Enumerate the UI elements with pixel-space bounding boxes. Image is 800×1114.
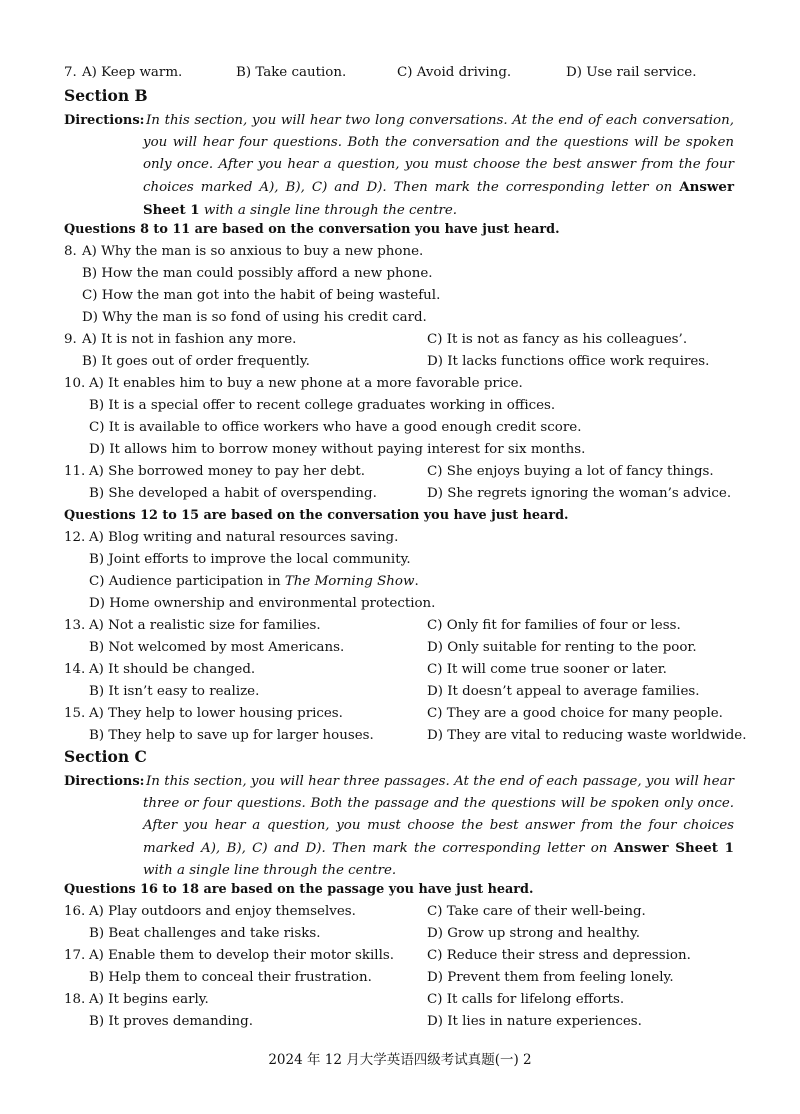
question-18-option-b: B) It proves demanding. bbox=[89, 1014, 254, 1029]
question-18-option-c: C) It calls for lifelong efforts. bbox=[427, 992, 625, 1007]
question-11-option-a: A) She borrowed money to pay her debt. bbox=[89, 464, 365, 479]
question-16-number: 16. bbox=[64, 904, 86, 919]
question-13-option-c: C) Only fit for families of four or less. bbox=[427, 618, 681, 633]
question-9-option-b: B) It goes out of order frequently. bbox=[82, 354, 310, 369]
question-9-option-c: C) It is not as fancy as his colleagues’. bbox=[427, 332, 688, 347]
section-c-directions bbox=[143, 771, 734, 882]
question-12-option-a: A) Blog writing and natural resources saving. bbox=[89, 530, 399, 545]
question-12-option-c-period: . bbox=[414, 574, 419, 589]
question-15-option-d: D) They are vital to reducing waste worldwide. bbox=[427, 728, 747, 743]
question-16-option-a: A) Play outdoors and enjoy themselves. bbox=[89, 904, 356, 919]
question-14-option-b: B) It isn’t easy to realize. bbox=[89, 684, 260, 699]
question-15-option-a: A) They help to lower housing prices. bbox=[89, 706, 343, 721]
question-9-option-d: D) It lacks functions office work requires. bbox=[427, 354, 710, 369]
question-18-option-a: A) It begins early. bbox=[89, 992, 209, 1007]
question-10-option-b: B) It is a special offer to recent college graduates working in offices. bbox=[89, 398, 556, 413]
question-15-option-b: B) They help to save up for larger houses. bbox=[89, 728, 374, 743]
question-14-option-d: D) It doesn’t appeal to average families. bbox=[427, 684, 700, 699]
questions-8-11-header: Questions 8 to 11 are based on the conversation you have just heard. bbox=[64, 222, 560, 237]
section-c-answer-sheet: Answer Sheet 1 bbox=[613, 840, 734, 856]
question-15-option-c: C) They are a good choice for many people. bbox=[427, 706, 723, 721]
questions-16-18-header: Questions 16 to 18 are based on the passage you have just heard. bbox=[64, 882, 534, 897]
question-11-option-d: D) She regrets ignoring the woman’s advice. bbox=[427, 486, 732, 501]
section-b-directions-text: In this section, you will hear two long conversations. At the end of each conversation, you will hear four questions. Both the conversation and the questions will be spoken only once. After you hear a question, you must choose the best answer from the four choices marked A), B), C) and D). Then mark the corresponding letter on bbox=[143, 113, 734, 195]
section-b-title: Section B bbox=[64, 86, 148, 105]
question-8-option-a: A) Why the man is so anxious to buy a new phone. bbox=[82, 244, 424, 259]
question-7-option-b: B) Take caution. bbox=[236, 65, 347, 80]
section-b-directions-end: with a single line through the centre. bbox=[203, 203, 458, 218]
question-13-number: 13. bbox=[64, 618, 86, 633]
question-11-option-b: B) She developed a habit of overspending. bbox=[89, 486, 377, 501]
question-12-option-d: D) Home ownership and environmental protection. bbox=[89, 596, 436, 611]
section-b-answer-sheet: Answer Sheet 1 bbox=[143, 179, 734, 218]
question-14-option-c: C) It will come true sooner or later. bbox=[427, 662, 667, 677]
question-7-option-a: A) Keep warm. bbox=[82, 65, 183, 80]
question-10-option-a: A) It enables him to buy a new phone at a more favorable price. bbox=[89, 376, 523, 391]
question-14-number: 14. bbox=[64, 662, 86, 677]
question-14-option-a: A) It should be changed. bbox=[89, 662, 256, 677]
section-c-directions-end: with a single line through the centre. bbox=[143, 863, 397, 878]
question-16-option-d: D) Grow up strong and healthy. bbox=[427, 926, 641, 941]
questions-12-15-header: Questions 12 to 15 are based on the conversation you have just heard. bbox=[64, 508, 569, 523]
question-10-option-d: D) It allows him to borrow money without paying interest for six months. bbox=[89, 442, 586, 457]
question-8-number: 8. bbox=[64, 244, 77, 259]
question-7-option-c: C) Avoid driving. bbox=[397, 65, 512, 80]
question-9-number: 9. bbox=[64, 332, 77, 347]
question-10-option-c: C) It is available to office workers who have a good enough credit score. bbox=[89, 420, 582, 435]
section-c-directions-label: Directions: bbox=[64, 774, 145, 789]
section-b-directions-label: Directions: bbox=[64, 113, 145, 128]
question-11-number: 11. bbox=[64, 464, 86, 479]
question-15-number: 15. bbox=[64, 706, 86, 721]
question-17-option-c: C) Reduce their stress and depression. bbox=[427, 948, 691, 963]
section-b-directions bbox=[143, 110, 734, 222]
question-12-option-c-title: The Morning Show bbox=[284, 574, 415, 589]
question-17-option-a: A) Enable them to develop their motor skills. bbox=[89, 948, 395, 963]
question-8-option-d: D) Why the man is so fond of using his credit card. bbox=[82, 310, 427, 325]
question-17-option-b: B) Help them to conceal their frustration. bbox=[89, 970, 372, 985]
question-8-option-c: C) How the man got into the habit of being wasteful. bbox=[82, 288, 441, 303]
question-17-number: 17. bbox=[64, 948, 86, 963]
question-7-option-d: D) Use rail service. bbox=[566, 65, 697, 80]
question-13-option-b: B) Not welcomed by most Americans. bbox=[89, 640, 345, 655]
question-13-option-d: D) Only suitable for renting to the poor. bbox=[427, 640, 697, 655]
question-17-option-d: D) Prevent them from feeling lonely. bbox=[427, 970, 674, 985]
question-9-option-a: A) It is not in fashion any more. bbox=[82, 332, 297, 347]
section-c-directions-text: In this section, you will hear three passages. At the end of each passage, you will hear three or four questions. Both the passage and the questions will be spoken only once. After you hear a question, you must choose the best answer from the four choices marked A), B), C) and D). Then mark the corresponding letter on bbox=[143, 774, 734, 856]
question-13-option-a: A) Not a realistic size for families. bbox=[89, 618, 321, 633]
question-12-option-c bbox=[89, 574, 419, 590]
page-footer: 2024 年 12 月大学英语四级考试真题(一) 2 bbox=[268, 1052, 532, 1068]
question-16-option-b: B) Beat challenges and take risks. bbox=[89, 926, 321, 941]
question-12-number: 12. bbox=[64, 530, 86, 545]
question-11-option-c: C) She enjoys buying a lot of fancy things. bbox=[427, 464, 714, 479]
question-8-option-b: B) How the man could possibly afford a new phone. bbox=[82, 266, 433, 281]
question-12-option-b: B) Joint efforts to improve the local community. bbox=[89, 552, 411, 567]
question-18-option-d: D) It lies in nature experiences. bbox=[427, 1014, 642, 1029]
question-12-option-c-text: C) Audience participation in bbox=[89, 574, 281, 589]
question-18-number: 18. bbox=[64, 992, 86, 1007]
question-10-number: 10. bbox=[64, 376, 86, 391]
section-c-title: Section C bbox=[64, 747, 147, 766]
question-7-number: 7. bbox=[64, 65, 77, 80]
question-16-option-c: C) Take care of their well-being. bbox=[427, 904, 646, 919]
